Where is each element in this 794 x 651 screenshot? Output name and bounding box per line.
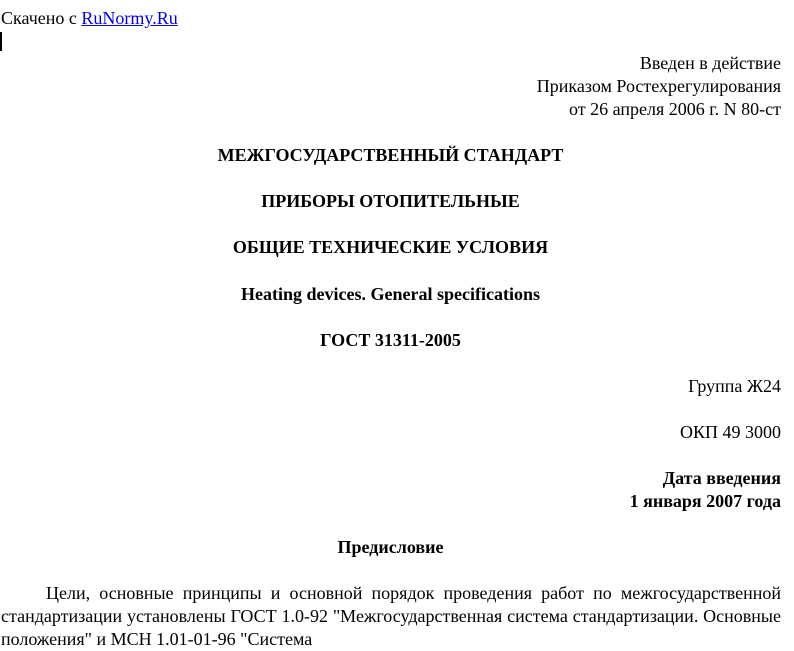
title-en: Heating devices. General specifications [241,284,540,304]
enactment-line-2: Приказом Ростехрегулирования [536,76,781,96]
date-label: Дата введения [662,468,781,488]
preface-paragraph: Цели, основные принципы и основной порядок проведения работ по межгосударственной стандартизации установлены ГОСТ 1.0-92 "Межгосударственная система стандартизации. Основные положения" и МСН 1.01-01-96 "Система [1,583,781,649]
enactment-line-1: Введен в действие [639,53,781,73]
okp-code: ОКП 49 3000 [679,422,781,442]
text-cursor [0,32,2,51]
download-prefix: Скачено с [1,8,82,28]
enactment-block [537,52,781,121]
standard-code: ГОСТ 31311-2005 [320,330,461,350]
date-value: 1 января 2007 года [629,491,781,511]
site-link[interactable]: RuNormy.Ru [81,8,178,28]
download-source-line [1,7,178,29]
standard-type-heading: МЕЖГОСУДАРСТВЕННЫЙ СТАНДАРТ [217,145,564,165]
title-ru-line-1: ПРИБОРЫ ОТОПИТЕЛЬНЫЕ [261,191,520,211]
classification-group: Группа Ж24 [688,376,781,396]
preface-heading: Предисловие [337,537,444,557]
title-ru-line-2: ОБЩИЕ ТЕХНИЧЕСКИЕ УСЛОВИЯ [232,237,549,257]
enactment-line-3: от 26 апреля 2006 г. N 80-ст [569,99,781,119]
